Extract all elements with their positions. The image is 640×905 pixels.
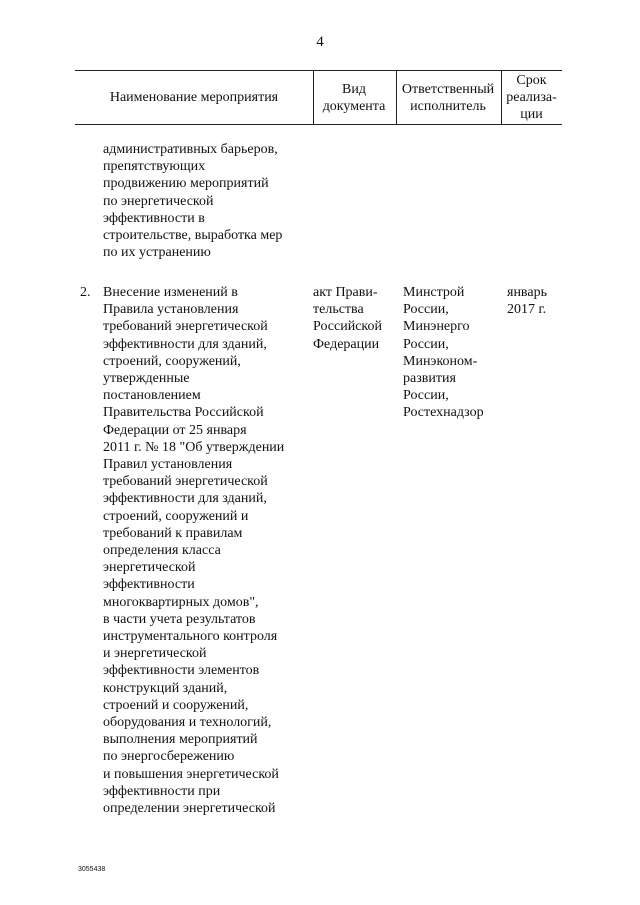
text-line: строительстве, выработка мер [103,228,283,244]
header-responsible [396,81,500,115]
text-line: Правительства Российской [103,405,264,421]
text-line: Правил установления [103,457,233,473]
text-line: эффективности в [103,210,205,226]
text-line: конструкций зданий, [103,680,228,696]
text-line: развития [403,371,456,387]
footer-code: 3055438 [78,866,106,873]
row-deadline [507,284,563,318]
text-line: требований энергетической [103,474,268,490]
text-line: многоквартирных домов", [103,594,259,610]
text-line: и повышения энергетической [103,766,279,782]
row-number: 2. [80,285,91,300]
text-line: постановлением [103,388,201,404]
text-line: Ростехнадзор [403,405,484,421]
text-line: Минэнерго [403,319,470,335]
text-line: 2017 г. [507,302,547,318]
text-line: документа [322,99,386,114]
text-line: Наименование мероприятия [109,90,279,105]
text-line: Срок [516,73,547,88]
header-doc-type [313,81,395,115]
text-line: утвержденные [103,371,190,387]
text-line: России, [403,336,449,352]
text-line: оборудования и технологий, [103,715,272,731]
text-line: России, [403,302,449,318]
text-line: акт Прави- [313,285,378,300]
text-line: Минэконом- [403,353,478,369]
text-line: России, [403,388,449,404]
text-line: по энергосбережению [103,749,235,765]
text-line: определении энергетической [103,801,276,817]
text-line: Российской [313,319,382,335]
text-line: Внесение изменений в [103,285,238,300]
text-line: реализа- [506,90,557,105]
table-header-top-rule [75,70,562,71]
text-line: по энергетической [103,193,214,209]
text-line: препятствующих [103,159,206,175]
text-line: Вид [342,82,366,97]
text-line: 2011 г. № 18 "Об утверждении [103,439,285,455]
page-number: 4 [316,34,324,50]
text-line: административных барьеров, [103,142,278,157]
continuation-text [103,141,313,261]
text-line: эффективности для зданий, [103,336,267,352]
text-line: тельства [313,302,364,318]
text-line: по их устранению [103,245,211,261]
text-line: продвижению мероприятий [103,176,269,192]
text-line: эффективности [103,577,195,593]
text-line: Минстрой [403,285,465,300]
text-line: январь [507,285,547,300]
text-line: требований к правилам [103,525,243,541]
text-line: исполнитель [410,99,486,114]
text-line: выполнения мероприятий [103,732,258,748]
header-name [75,89,313,106]
header-deadline [501,72,562,123]
text-line: эффективности при [103,783,221,799]
text-line: эффективности для зданий, [103,491,267,507]
text-line: строений, сооружений и [103,508,249,524]
row-name [103,284,313,817]
text-line: Федерации [313,336,380,352]
text-line: и энергетической [103,646,207,662]
text-line: эффективности элементов [103,663,260,679]
text-line: Ответственный [401,82,495,97]
text-line: Федерации от 25 января [103,422,247,438]
text-line: инструментального контроля [103,629,278,645]
text-line: в части учета результатов [103,611,256,627]
table-header-bottom-rule [75,124,562,125]
text-line: строений, сооружений, [103,353,241,369]
row-doc-type [313,284,397,353]
row-responsible [403,284,503,422]
text-line: определения класса [103,543,221,559]
text-line: ции [520,107,543,122]
text-line: строений и сооружений, [103,697,249,713]
text-line: требований энергетической [103,319,268,335]
text-line: Правила установления [103,302,239,318]
text-line: энергетической [103,560,196,576]
